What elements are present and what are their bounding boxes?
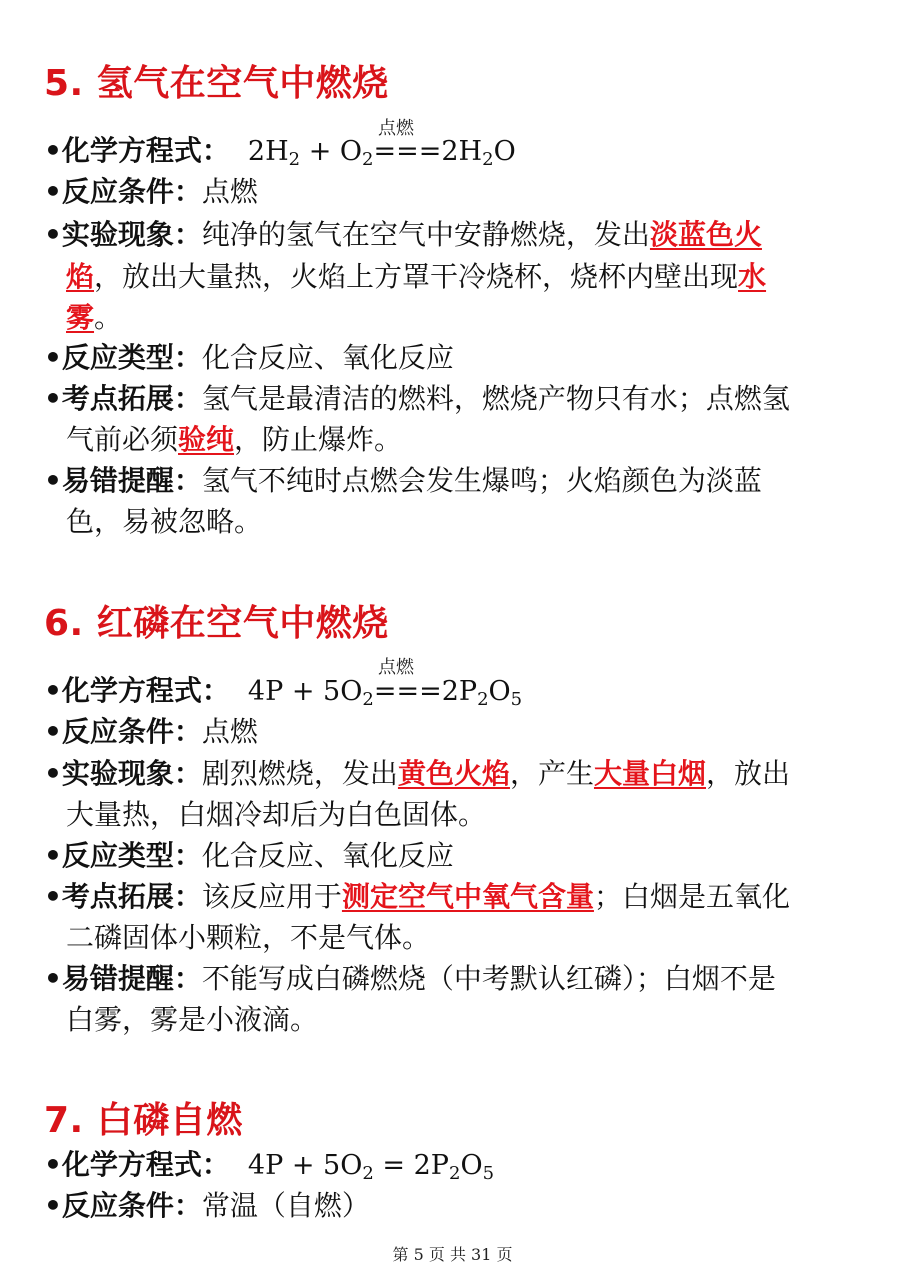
bullet: • xyxy=(44,880,62,913)
chemical-equation: $4P + 5O_2 = 2P_2O_5$ xyxy=(247,1150,495,1184)
equation-label: 化学方程式： xyxy=(61,1148,230,1181)
bullet: • xyxy=(44,134,62,167)
text: 气前必须 xyxy=(66,423,179,456)
warning-line xyxy=(44,461,762,501)
text: 大量热，白烟冷却后为白色固体。 xyxy=(66,798,487,831)
bullet: • xyxy=(44,757,62,790)
bullet: • xyxy=(44,715,62,748)
extension-label: 考点拓展： xyxy=(61,382,202,415)
chemical-equation: $2H_2 + O_2===2H_2O$ xyxy=(247,136,516,170)
highlight: 水 xyxy=(738,260,767,293)
bullet: • xyxy=(44,1148,62,1181)
bullet: • xyxy=(44,382,62,415)
phenomenon-continued xyxy=(66,257,766,297)
condition-line xyxy=(44,712,258,752)
warning-line xyxy=(44,959,776,999)
condition-text: 点燃 xyxy=(201,175,258,208)
phenomenon-label: 实验现象： xyxy=(61,218,202,251)
extension-line xyxy=(44,379,790,419)
type-line xyxy=(44,338,454,378)
section-5-title: 5. 氢气在空气中燃烧 xyxy=(44,63,389,104)
equation-line xyxy=(44,671,522,712)
reaction-condition-label: 点燃 xyxy=(378,657,414,678)
condition-label: 反应条件： xyxy=(61,1189,202,1222)
equation-line xyxy=(44,1145,494,1186)
text: ，防止爆炸。 xyxy=(234,423,403,456)
highlight: 大量白烟 xyxy=(593,757,706,790)
equation-line xyxy=(44,131,516,172)
text: 色，易被忽略。 xyxy=(66,505,263,538)
text: ，产生 xyxy=(509,757,594,790)
warning-continued xyxy=(66,502,262,542)
phenomenon-continued xyxy=(66,795,486,835)
page-number: 第 5 页 共 31 页 xyxy=(392,1245,513,1264)
text: 。 xyxy=(94,301,123,334)
text: 氢气是最清洁的燃料，燃烧产物只有水；点燃氢 xyxy=(201,382,790,415)
type-label: 反应类型： xyxy=(61,839,202,872)
section-6-title: 6. 红磷在空气中燃烧 xyxy=(44,603,389,644)
text: 点燃 xyxy=(201,715,258,748)
phenomenon-label: 实验现象： xyxy=(61,757,202,790)
text: ，放出 xyxy=(705,757,790,790)
text: 化合反应、氧化反应 xyxy=(201,341,454,374)
phenomenon-continued xyxy=(66,298,122,338)
bullet: • xyxy=(44,218,62,251)
highlight: 黄色火焰 xyxy=(397,757,510,790)
bullet: • xyxy=(44,674,62,707)
text: ；白烟是五氧化 xyxy=(593,880,790,913)
condition-line xyxy=(44,1186,370,1226)
chemical-equation: $4P + 5O_2===2P_2O_5$ xyxy=(247,676,523,710)
highlight: 验纯 xyxy=(178,423,235,456)
warning-continued xyxy=(66,1000,318,1040)
text: ，放出大量热，火焰上方罩干冷烧杯，烧杯内壁出现 xyxy=(94,260,739,293)
text: 氢气不纯时点燃会发生爆鸣；火焰颜色为淡蓝 xyxy=(201,464,762,497)
highlight: 测定空气中氧气含量 xyxy=(341,880,594,913)
text: 剧烈燃烧，发出 xyxy=(201,757,398,790)
reaction-condition-label: 点燃 xyxy=(378,118,414,139)
extension-line xyxy=(44,877,790,917)
phenomenon-line xyxy=(44,754,790,794)
bullet: • xyxy=(44,839,62,872)
phenomenon-line xyxy=(44,215,762,255)
condition-label: 反应条件： xyxy=(61,715,202,748)
bullet: • xyxy=(44,464,62,497)
text: 二磷固体小颗粒，不是气体。 xyxy=(66,921,431,954)
text: 该反应用于 xyxy=(201,880,342,913)
bullet: • xyxy=(44,341,62,374)
equation-label: 化学方程式： xyxy=(61,134,230,167)
bullet: • xyxy=(44,1189,62,1222)
warning-label: 易错提醒： xyxy=(61,464,202,497)
type-label: 反应类型： xyxy=(61,341,202,374)
highlight: 淡蓝色火 xyxy=(649,218,762,251)
text: 白雾，雾是小液滴。 xyxy=(66,1003,319,1036)
bullet: • xyxy=(44,175,62,208)
equation-label: 化学方程式： xyxy=(61,674,230,707)
highlight: 焰 xyxy=(66,260,95,293)
bullet: • xyxy=(44,962,62,995)
extension-continued xyxy=(66,918,430,958)
warning-label: 易错提醒： xyxy=(61,962,202,995)
highlight: 雾 xyxy=(66,301,95,334)
type-line xyxy=(44,836,454,876)
text: 纯净的氢气在空气中安静燃烧，发出 xyxy=(201,218,650,251)
section-7-title: 7. 白磷自燃 xyxy=(44,1100,243,1141)
extension-label: 考点拓展： xyxy=(61,880,202,913)
text: 化合反应、氧化反应 xyxy=(201,839,454,872)
text: 常温（自燃） xyxy=(201,1189,370,1222)
extension-continued xyxy=(66,420,402,460)
text: 不能写成白磷燃烧（中考默认红磷）；白烟不是 xyxy=(201,962,776,995)
condition-line xyxy=(44,172,258,212)
condition-label: 反应条件： xyxy=(61,175,202,208)
